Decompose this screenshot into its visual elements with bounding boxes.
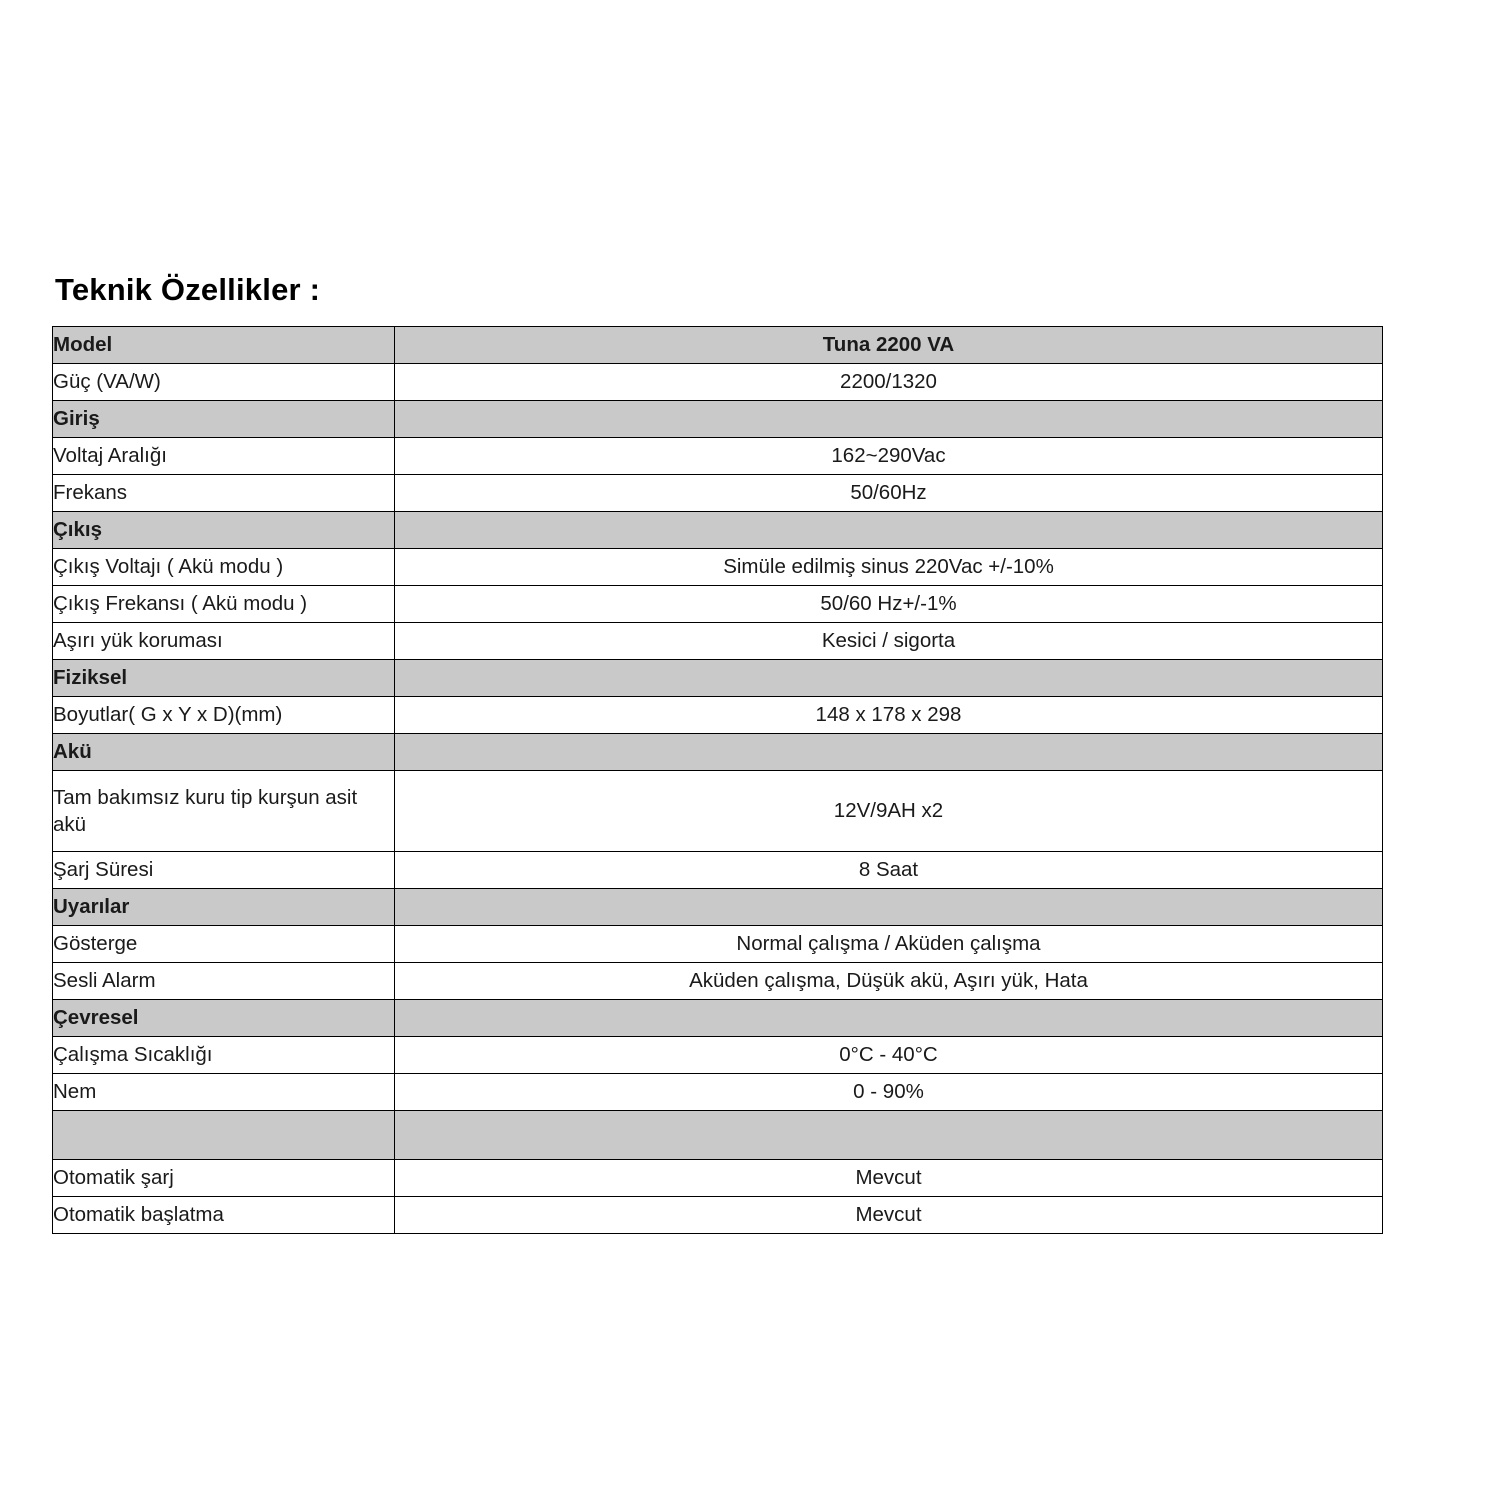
spec-value: 0 - 90% xyxy=(395,1074,1383,1111)
table-row xyxy=(53,771,1383,852)
table-row xyxy=(53,475,1383,512)
spec-label: Nem xyxy=(53,1074,395,1111)
table-row xyxy=(53,623,1383,660)
spec-label: Model xyxy=(53,327,395,364)
spec-label: Voltaj Aralığı xyxy=(53,438,395,475)
spec-section-value xyxy=(395,734,1383,771)
spec-section-label xyxy=(53,1111,395,1160)
spec-value: 50/60Hz xyxy=(395,475,1383,512)
spec-value: Aküden çalışma, Düşük akü, Aşırı yük, Hata xyxy=(395,963,1383,1000)
spec-label: Çıkış Voltajı ( Akü modu ) xyxy=(53,549,395,586)
page-title: Teknik Özellikler : xyxy=(55,272,321,307)
spec-value: 2200/1320 xyxy=(395,364,1383,401)
spec-value: Normal çalışma / Aküden çalışma xyxy=(395,926,1383,963)
table-row xyxy=(53,1197,1383,1234)
table-row xyxy=(53,1111,1383,1160)
table-row xyxy=(53,660,1383,697)
table-row xyxy=(53,926,1383,963)
spec-section-value xyxy=(395,1111,1383,1160)
table-body xyxy=(53,327,1383,1234)
spec-label: Boyutlar( G x Y x D)(mm) xyxy=(53,697,395,734)
spec-label: Çıkış Frekansı ( Akü modu ) xyxy=(53,586,395,623)
table-row xyxy=(53,512,1383,549)
table-row xyxy=(53,852,1383,889)
spec-value: Tuna 2200 VA xyxy=(395,327,1383,364)
spec-section-value xyxy=(395,889,1383,926)
spec-section-label: Uyarılar xyxy=(53,889,395,926)
spec-section-value xyxy=(395,401,1383,438)
spec-label: Aşırı yük koruması xyxy=(53,623,395,660)
table-row xyxy=(53,549,1383,586)
table-row xyxy=(53,364,1383,401)
spec-section-value xyxy=(395,1000,1383,1037)
spec-value: Simüle edilmiş sinus 220Vac +/-10% xyxy=(395,549,1383,586)
table-row xyxy=(53,438,1383,475)
table-row xyxy=(53,1160,1383,1197)
spec-label: Tam bakımsız kuru tip kurşun asit akü xyxy=(53,771,395,852)
spec-label: Şarj Süresi xyxy=(53,852,395,889)
spec-value: 0°C - 40°C xyxy=(395,1037,1383,1074)
table-row xyxy=(53,889,1383,926)
spec-section-label: Çıkış xyxy=(53,512,395,549)
table-row xyxy=(53,734,1383,771)
spec-section-label: Fiziksel xyxy=(53,660,395,697)
spec-label: Güç (VA/W) xyxy=(53,364,395,401)
table-row xyxy=(53,1000,1383,1037)
spec-section-value xyxy=(395,512,1383,549)
spec-label: Sesli Alarm xyxy=(53,963,395,1000)
table-row xyxy=(53,401,1383,438)
spec-value: 50/60 Hz+/-1% xyxy=(395,586,1383,623)
spec-label: Frekans xyxy=(53,475,395,512)
spec-label: Çalışma Sıcaklığı xyxy=(53,1037,395,1074)
table-row xyxy=(53,586,1383,623)
spec-label: Otomatik şarj xyxy=(53,1160,395,1197)
spec-label: Otomatik başlatma xyxy=(53,1197,395,1234)
spec-section-value xyxy=(395,660,1383,697)
table-row xyxy=(53,1037,1383,1074)
table-row xyxy=(53,963,1383,1000)
spec-value: 162~290Vac xyxy=(395,438,1383,475)
spec-value: Mevcut xyxy=(395,1160,1383,1197)
spec-section-label: Giriş xyxy=(53,401,395,438)
table-row xyxy=(53,697,1383,734)
spec-value: 8 Saat xyxy=(395,852,1383,889)
spec-value: 148 x 178 x 298 xyxy=(395,697,1383,734)
spec-value: Mevcut xyxy=(395,1197,1383,1234)
spec-value: Kesici / sigorta xyxy=(395,623,1383,660)
spec-section-label: Çevresel xyxy=(53,1000,395,1037)
spec-section-label: Akü xyxy=(53,734,395,771)
table-row xyxy=(53,327,1383,364)
spec-label: Gösterge xyxy=(53,926,395,963)
spec-value: 12V/9AH x2 xyxy=(395,771,1383,852)
table-row xyxy=(53,1074,1383,1111)
technical-specifications-table xyxy=(52,326,1383,1234)
